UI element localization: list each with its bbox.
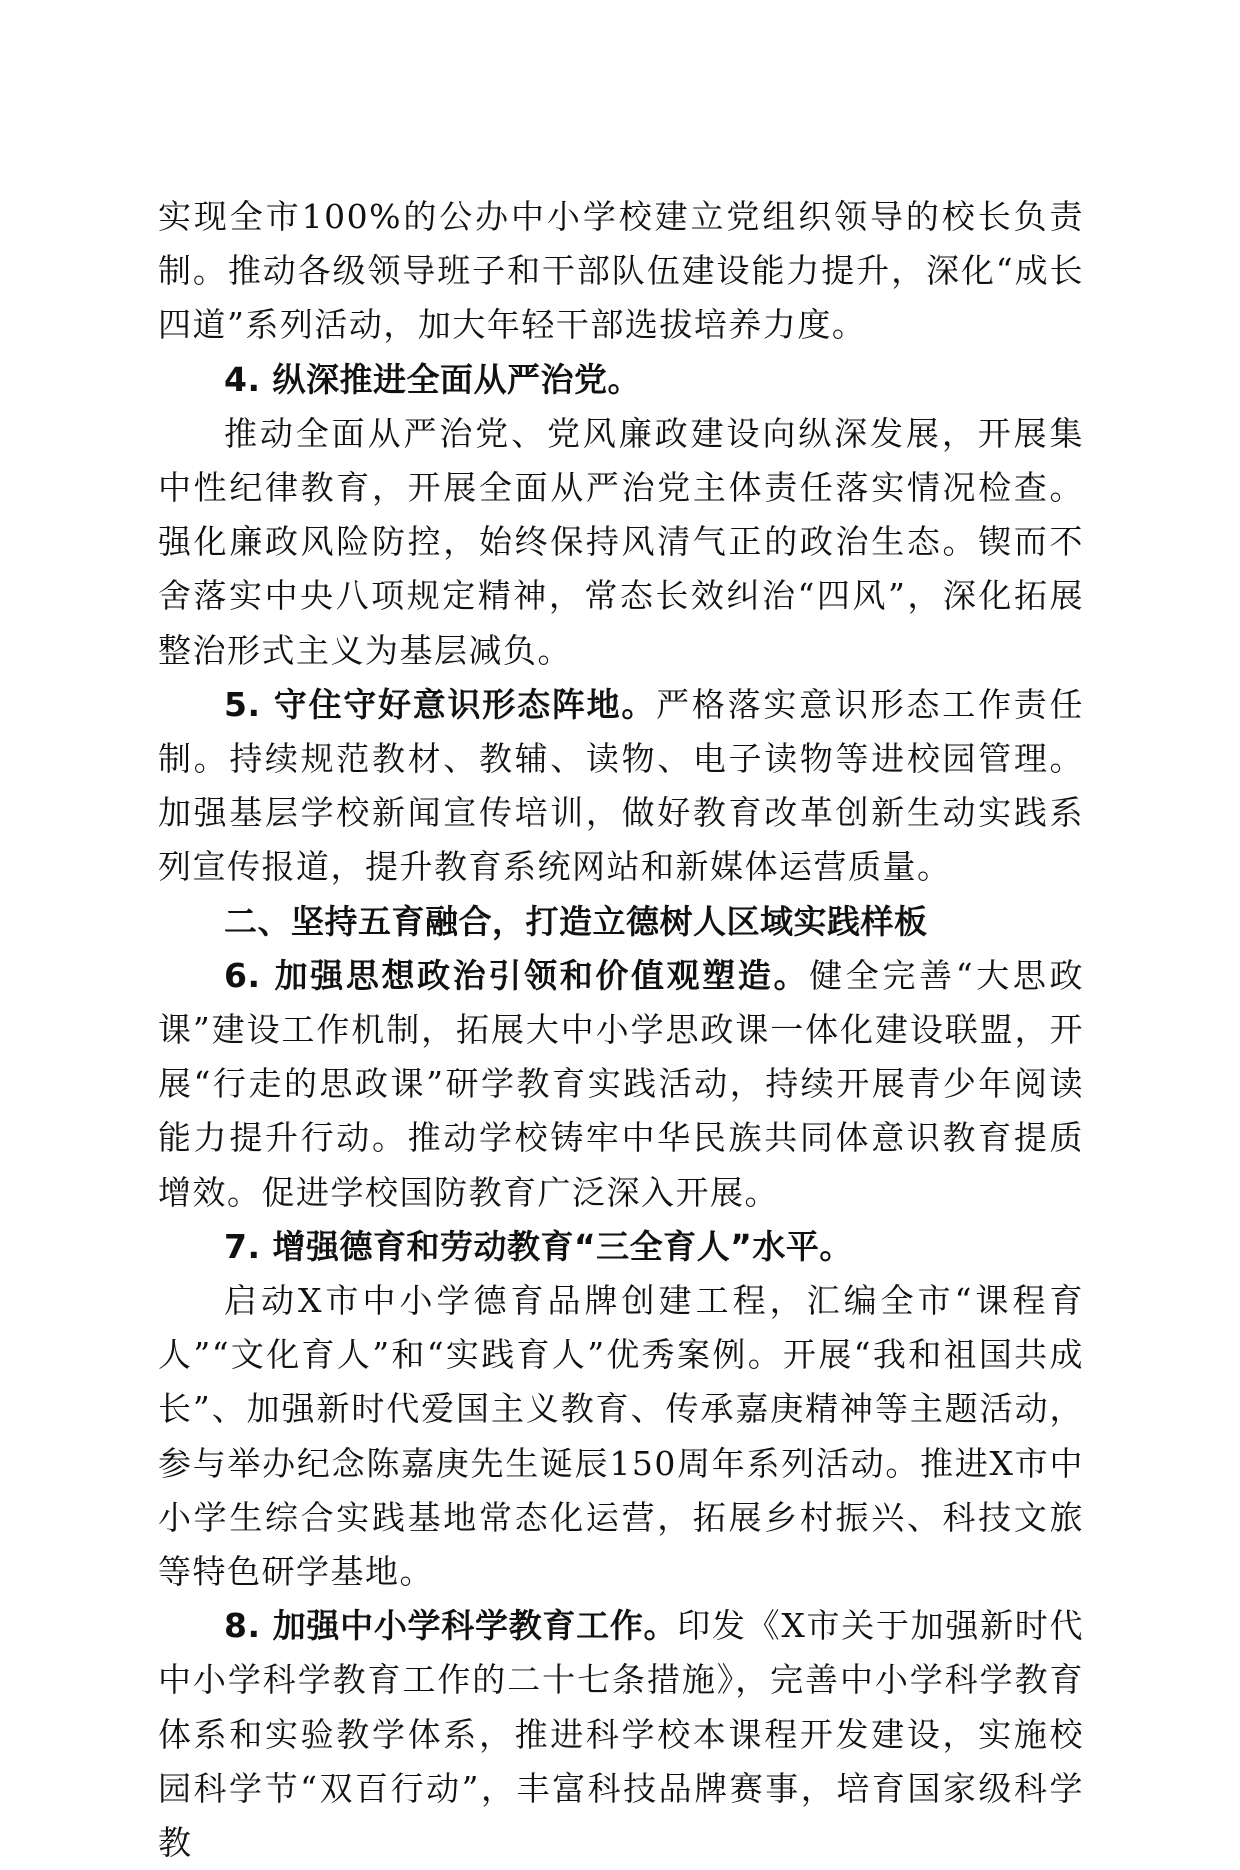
paragraph-party-leadership: 实现全市100%的公办中小学校建立党组织领导的校长负责制。推动各级领导班子和干部队伍建设能力提升，深化“成长四道”系列活动，加大年轻干部选拔培养力度。 <box>158 197 1084 345</box>
paragraph-item-4: 推动全面从严治党、党风廉政建设向纵深发展，开展集中性纪律教育，开展全面从严治党主体责任落实情况检查。强化廉政风险防控，始终保持风清气正的政治生态。锲而不舍落实中央八项规定精神，常态长效纠治“四风”，深化拓展整治形式主义为基层减负。 <box>158 413 1084 670</box>
item-6-body: 健全完善“大思政课”建设工作机制，拓展大中小学思政课一体化建设联盟，开展“行走的思政课”研学教育实践活动，持续开展青少年阅读能力提升行动。推动学校铸牢中华民族共同体意识教育提质增效。促进学校国防教育广泛深入开展。 <box>158 955 1084 1212</box>
section-heading-2: 二、坚持五育融合，打造立德树人区域实践样板 <box>224 901 928 941</box>
item-8-body: 印发《X市关于加强新时代中小学科学教育工作的二十七条措施》，完善中小学科学教育体系和实验教学体系，推进科学校本课程开发建设，实施校园科学节“双百行动”，丰富科技品牌赛事，培育国家级科学教 <box>158 1606 1084 1863</box>
paragraph-item-8 <box>158 1599 1084 1870</box>
item-5-body: 严格落实意识形态工作责任制。持续规范教材、教辅、读物、电子读物等进校园管理。加强基层学校新闻宣传培训，做好教育改革创新生动实践系列宣传报道，提升教育系统网站和新媒体运营质量。 <box>158 684 1084 887</box>
paragraph-item-7: 启动X市中小学德育品牌创建工程，汇编全市“课程育人”“文化育人”和“实践育人”优秀案例。开展“我和祖国共成长”、加强新时代爱国主义教育、传承嘉庚精神等主题活动，参与举办纪念陈嘉庚先生诞辰150周年系列活动。推进X市中小学生综合实践基地常态化运营，拓展乡村振兴、科技文旅等特色研学基地。 <box>158 1281 1084 1592</box>
heading-item-4: 4. 纵深推进全面从严治党。 <box>224 359 641 399</box>
item-5-lead: 5. 守住守好意识形态阵地。 <box>224 684 657 724</box>
paragraph-item-5 <box>158 678 1084 895</box>
document-page <box>158 190 1084 1870</box>
heading-item-7: 7. 增强德育和劳动教育“三全育人”水平。 <box>224 1226 853 1266</box>
item-6-lead: 6. 加强思想政治引领和价值观塑造。 <box>224 955 810 995</box>
item-8-lead: 8. 加强中小学科学教育工作。 <box>224 1606 678 1646</box>
paragraph-item-6 <box>158 949 1084 1220</box>
